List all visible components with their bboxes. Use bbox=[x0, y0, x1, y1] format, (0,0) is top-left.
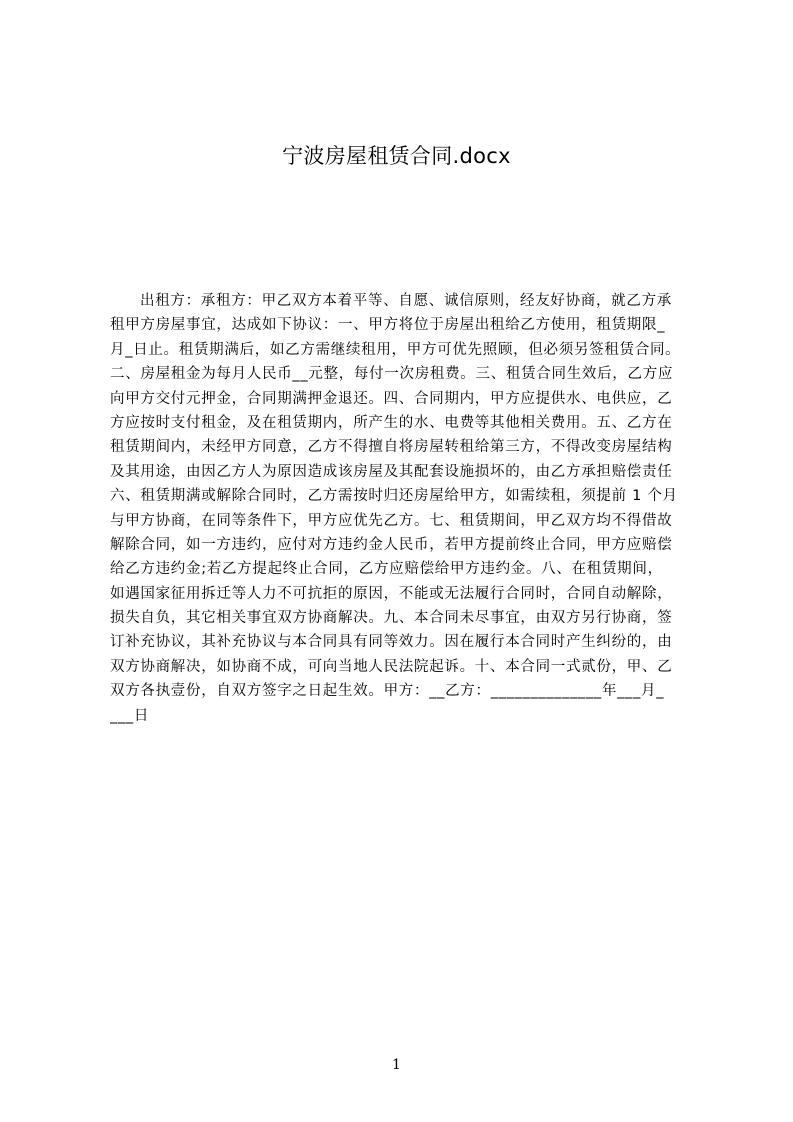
page-number: 1 bbox=[392, 1057, 401, 1073]
body-line: 解除合同，如一方违约，应付对方违约金人民币，若甲方提前终止合同，甲方应赔偿 bbox=[110, 536, 673, 553]
body-line: 租甲方房屋事宜，达成如下协议：一、甲方将位于房屋出租给乙方使用，租赁期限_ bbox=[110, 317, 666, 334]
body-line: 租赁期间内，未经甲方同意，乙方不得擅自将房屋转租给第三方，不得改变房屋结构 bbox=[110, 439, 673, 456]
body-line: 出租方：承租方：甲乙双方本着平等、自愿、诚信原则，经友好协商，就乙方承 bbox=[140, 293, 672, 309]
body-line: 如遇国家征用拆迁等人力不可抗拒的原因，不能或无法履行合同时，合同自动解除， bbox=[110, 585, 673, 602]
body-line: 二、房屋租金为每月人民币__元整，每付一次房租费。三、租赁合同生效后，乙方应 bbox=[110, 366, 674, 383]
body-line: 订补充协议，其补充协议与本合同具有同等效力。因在履行本合同时产生纠纷的，由 bbox=[110, 634, 673, 651]
body-line: 六、租赁期满或解除合同时，乙方需按时归还房屋给甲方，如需续租，须提前 1 个月 bbox=[110, 488, 678, 505]
body-line: 损失自负，其它相关事宜双方协商解决。九、本合同未尽事宜，由双方另行协商，签 bbox=[110, 610, 673, 627]
contract-body bbox=[110, 289, 698, 728]
body-line: 及其用途，由因乙方人为原因造成该房屋及其配套设施损坏的，由乙方承担赔偿责任 bbox=[110, 463, 673, 480]
body-line: ___日 bbox=[110, 707, 150, 724]
body-line: 双方各执壹份，自双方签字之日起生效。甲方：__乙方：______________年___月_ bbox=[110, 683, 665, 700]
body-line: 双方协商解决，如协商不成，可向当地人民法院起诉。十、本合同一式贰份，甲、乙 bbox=[110, 658, 673, 675]
body-line: 月_日止。租赁期满后，如乙方需继续租用，甲方可优先照顾，但必须另签租赁合同。 bbox=[110, 341, 681, 358]
body-line: 给乙方违约金;若乙方提起终止合同，乙方应赔偿给甲方违约金。八、在租赁期间， bbox=[110, 561, 663, 578]
document-title: 宁波房屋租赁合同.docx bbox=[282, 144, 511, 168]
body-line: 与甲方协商，在同等条件下，甲方应优先乙方。七、租赁期间，甲乙双方均不得借故 bbox=[110, 512, 673, 529]
body-line: 方应按时支付租金，及在租赁期内，所产生的水、电费等其他相关费用。五、乙方在 bbox=[110, 414, 673, 431]
body-line: 向甲方交付元押金，合同期满押金退还。四、合同期内，甲方应提供水、电供应，乙 bbox=[110, 390, 673, 407]
